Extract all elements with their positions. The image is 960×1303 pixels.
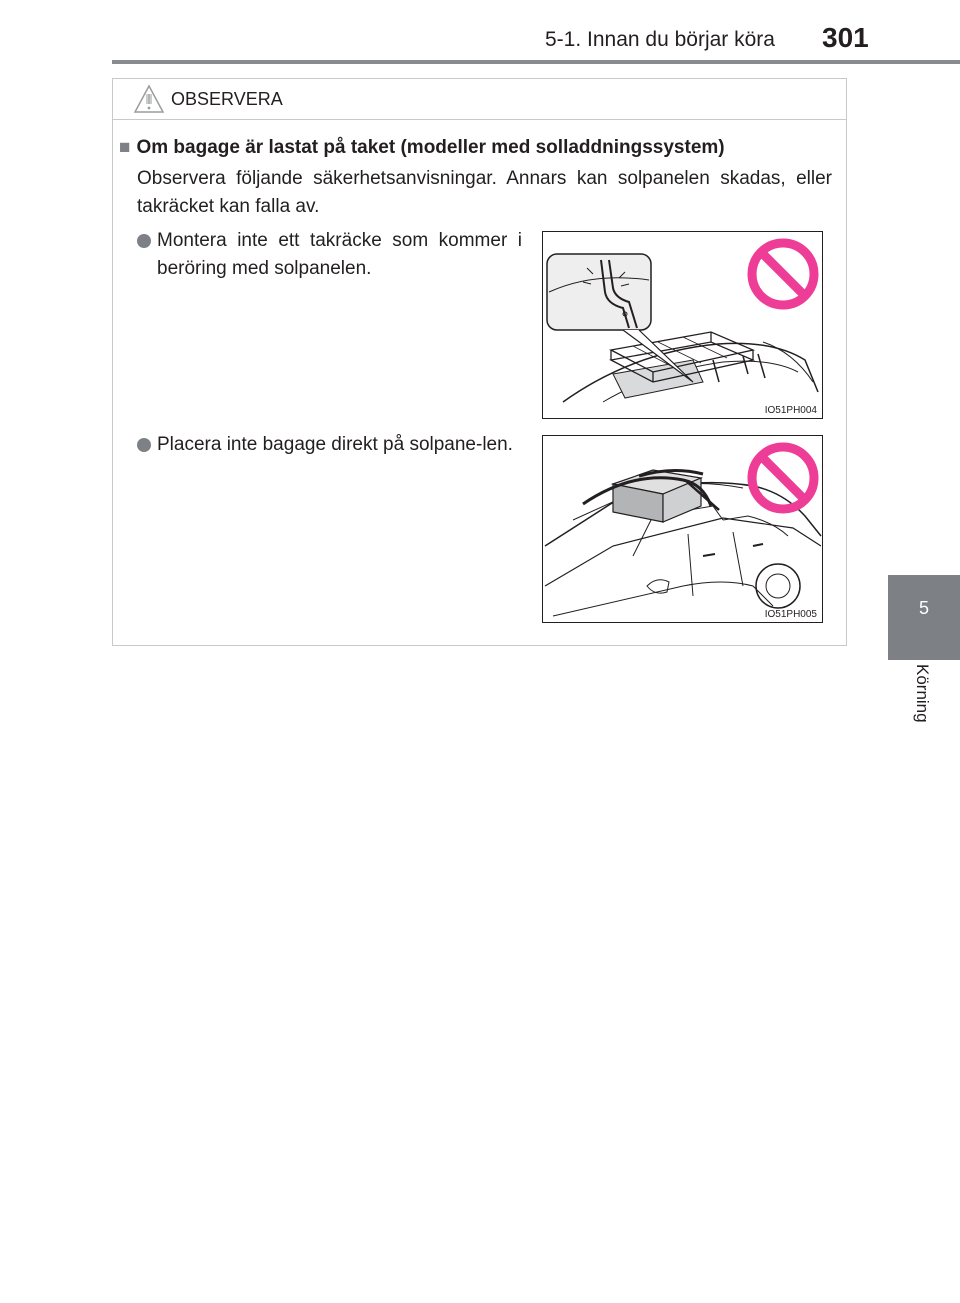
roof-luggage-car-drawing xyxy=(543,436,822,622)
figure-code: IO51PH004 xyxy=(764,405,817,416)
chapter-label: Körning xyxy=(913,664,932,723)
page-number: 301 xyxy=(822,22,869,53)
section-heading xyxy=(119,137,839,159)
roof-luggage-illustration xyxy=(542,435,823,623)
roof-rack-car-drawing xyxy=(543,232,822,418)
list-item xyxy=(137,431,522,459)
section-body: Observera följande säkerhetsanvisningar. Annars kan solpanelen skadas, eller takräcket kan falla av. xyxy=(137,168,832,217)
section-heading-text: Om bagage är lastat på taket (modeller med solladdningssystem) xyxy=(136,137,725,158)
roof-rack-illustration xyxy=(542,231,823,419)
caution-box xyxy=(112,78,847,646)
chapter-label-box xyxy=(888,660,960,730)
warning-triangle-icon xyxy=(133,84,165,114)
header-rule xyxy=(112,60,960,64)
caution-label: OBSERVERA xyxy=(171,89,283,109)
square-bullet-icon: ■ xyxy=(119,137,131,158)
list-item xyxy=(137,227,522,283)
caution-header xyxy=(113,79,846,120)
figure-code: IO51PH005 xyxy=(764,609,817,620)
list-item-text: Placera inte bagage direkt på solpane-len. xyxy=(157,434,513,455)
section-title: 5-1. Innan du börjar köra xyxy=(545,28,775,51)
round-bullet-icon xyxy=(137,234,151,248)
list-item-text: Montera inte ett takräcke som kommer i beröring med solpanelen. xyxy=(157,230,522,279)
round-bullet-icon xyxy=(137,438,151,452)
chapter-number: 5 xyxy=(918,598,929,618)
